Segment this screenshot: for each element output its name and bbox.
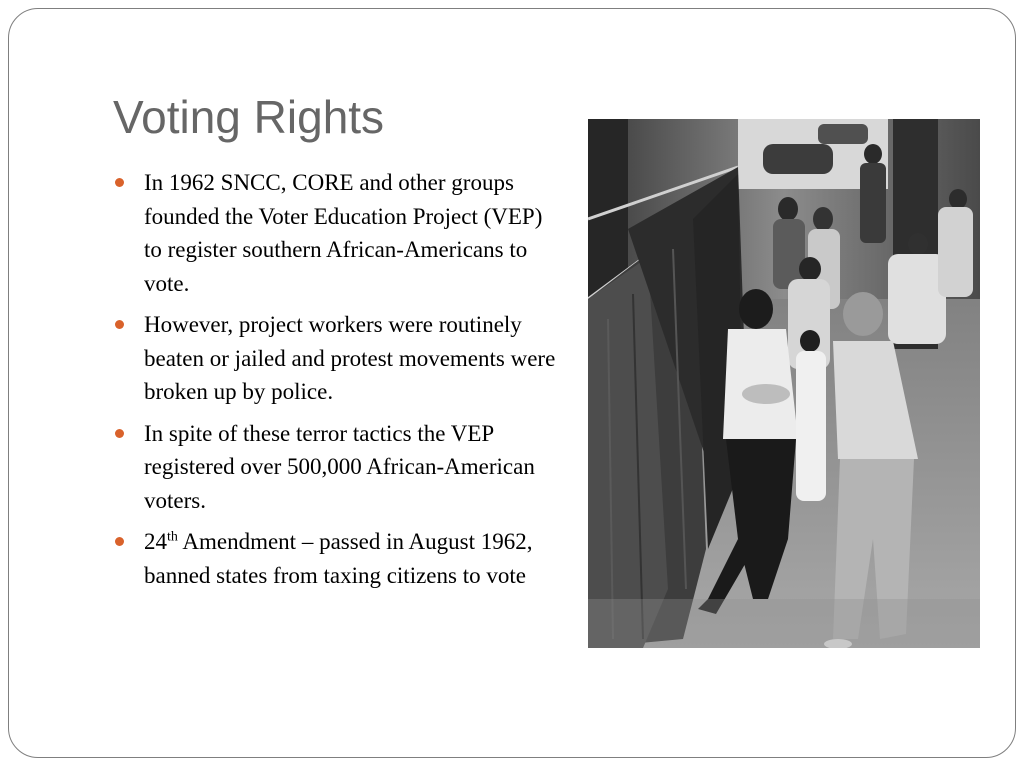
photo-illustration: [588, 119, 980, 648]
bullet-dot-icon: [115, 320, 124, 329]
voting-booth-photo: [588, 119, 980, 648]
bullet-list: [115, 166, 565, 600]
bullet-item: [115, 525, 565, 592]
bullet-dot-icon: [115, 537, 124, 546]
bullet-superscript: th: [167, 529, 178, 545]
bullet-text: In 1962 SNCC, CORE and other groups founded the Voter Education Project (VEP) to register southern African-Americans to vote.: [144, 170, 543, 296]
bullet-item: [115, 166, 565, 300]
bullet-text: However, project workers were routinely beaten or jailed and protest movements were broken up by police.: [144, 312, 556, 404]
bullet-item: [115, 308, 565, 409]
slide-title: Voting Rights: [113, 91, 385, 143]
bullet-text: In spite of these terror tactics the VEP registered over 500,000 African-American voters.: [144, 420, 535, 513]
bullet-dot-icon: [115, 178, 124, 187]
bullet-item: [115, 417, 565, 518]
bullet-text: Amendment – passed in August 1962, banned states from taxing citizens to vote: [144, 529, 533, 588]
bullet-dot-icon: [115, 429, 124, 438]
bullet-prefix: 24: [144, 529, 167, 554]
